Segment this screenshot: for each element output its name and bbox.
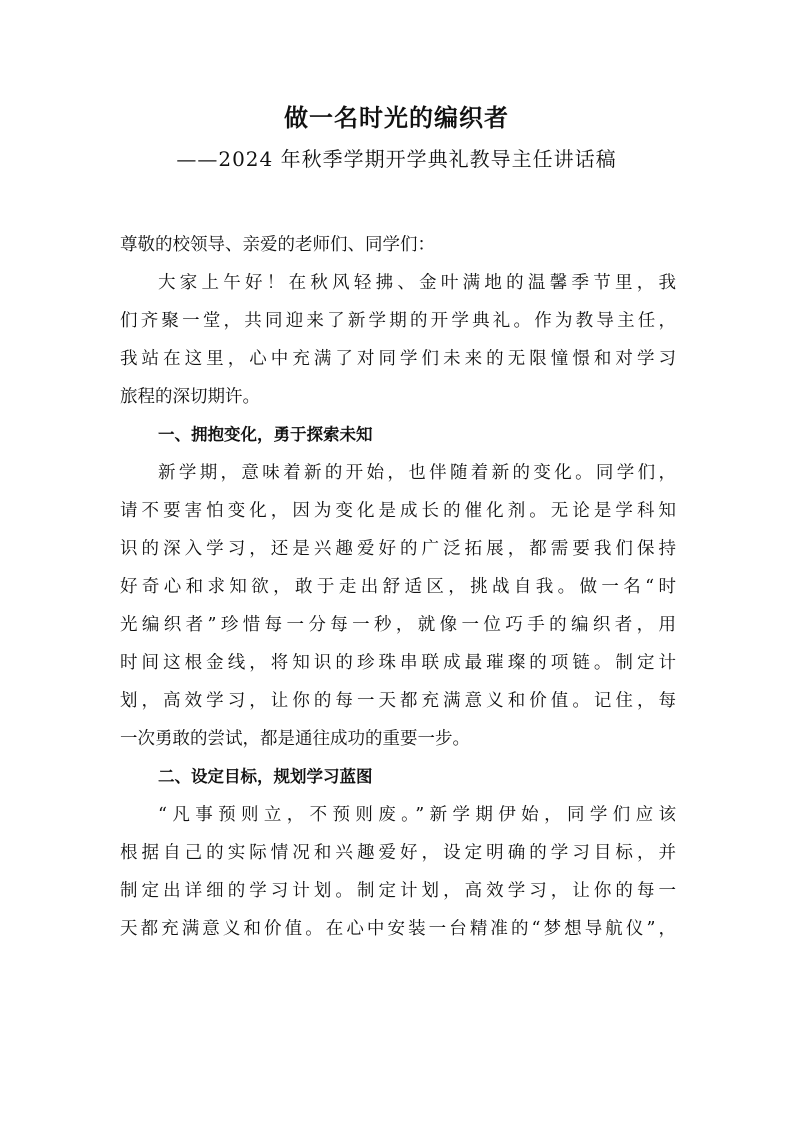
section-heading: 一、拥抱变化，勇于探索未知	[158, 425, 373, 444]
paragraph-line: 划，高效学习，让你的每一天都充满意义和价值。记住，每	[120, 691, 676, 711]
paragraph-line: “凡事预则立，不预则废。”新学期伊始，同学们应该	[158, 805, 676, 825]
document-title: 做一名时光的编织者	[284, 104, 509, 132]
paragraph-line: 根据自己的实际情况和兴趣爱好，设定明确的学习目标，并	[120, 843, 676, 863]
section-heading: 二、设定目标，规划学习蓝图	[158, 767, 373, 786]
document-body	[120, 226, 676, 948]
paragraph-line: 我站在这里，心中充满了对同学们未来的无限憧憬和对学习	[120, 349, 676, 369]
paragraph-line: 时间这根金线，将知识的珍珠串联成最璀璨的项链。制定计	[120, 653, 676, 673]
document-subtitle: ——2024 年秋季学期开学典礼教导主任讲话稿	[176, 147, 617, 171]
paragraph-line: 新学期，意味着新的开始，也伴随着新的变化。同学们，	[158, 463, 676, 483]
paragraph-line: 旅程的深切期许。	[120, 387, 260, 407]
paragraph-line: 大家上午好！在秋风轻拂、金叶满地的温馨季节里，我	[158, 273, 676, 293]
paragraph-line: 一次勇敢的尝试，都是通往成功的重要一步。	[120, 729, 470, 749]
paragraph-line: 识的深入学习，还是兴趣爱好的广泛拓展，都需要我们保持	[120, 539, 676, 559]
paragraph-line: 请不要害怕变化，因为变化是成长的催化剂。无论是学科知	[120, 501, 676, 521]
paragraph-line: 们齐聚一堂，共同迎来了新学期的开学典礼。作为教导主任，	[120, 311, 676, 331]
paragraph-line: 好奇心和求知欲，敢于走出舒适区，挑战自我。做一名“时	[120, 577, 676, 597]
paragraph-line: 光编织者”珍惜每一分每一秒，就像一位巧手的编织者，用	[120, 615, 676, 635]
paragraph-line: 制定出详细的学习计划。制定计划，高效学习，让你的每一	[120, 881, 676, 901]
paragraph-line: 天都充满意义和价值。在心中安装一台精准的“梦想导航仪”，	[120, 919, 676, 939]
salutation: 尊敬的校领导、亲爱的老师们、同学们：	[120, 235, 435, 255]
